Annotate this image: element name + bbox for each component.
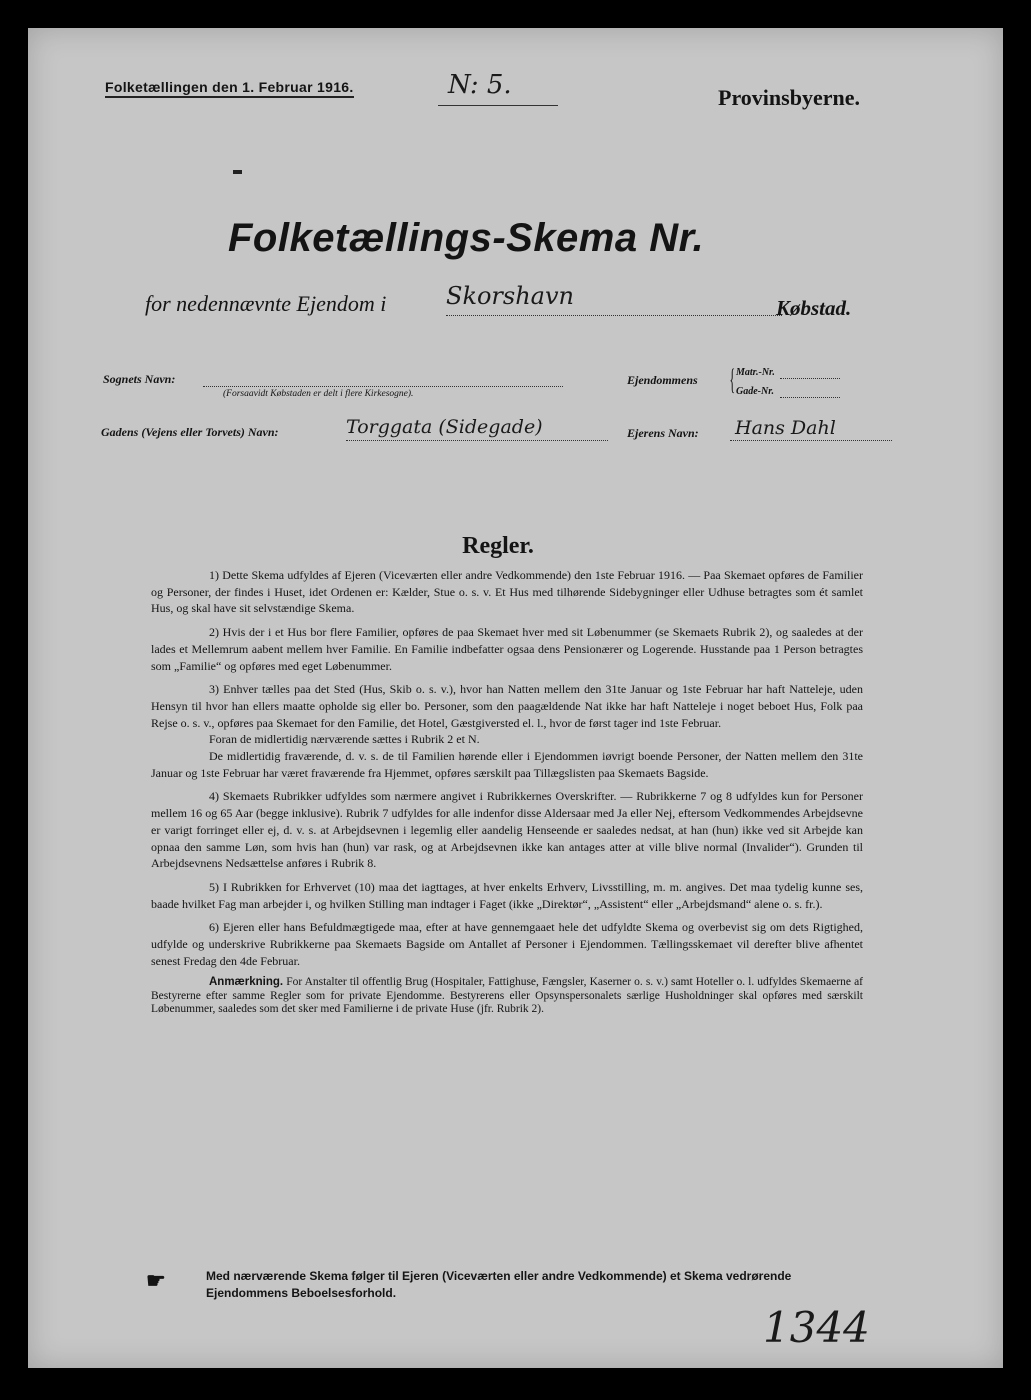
town-name-line <box>446 315 782 316</box>
handwritten-count: 1344 <box>763 1303 870 1352</box>
parish-line <box>203 386 563 387</box>
street-name-label: Gadens (Vejens eller Torvets) Navn: <box>101 425 279 439</box>
form-number-underline <box>438 105 558 106</box>
street-name-line <box>346 440 608 441</box>
rule-3-absent: De midlertidig fraværende, d. v. s. de til Familien hørende eller i Ejendommen iøvrigt boende Personer, der Natten mellem den 31te Januar og 1ste Februar har været fraværende fra Hjemmet, opføres særskilt paa Tillægslisten paa Skemaets Bagside. <box>151 749 863 780</box>
footer-notice: Med nærværende Skema følger til Ejeren (Viceværten eller andre Vedkommende) et Skema vedrørende Ejendommens Beboelsesforhold. <box>206 1269 792 1300</box>
rule-2: 2) Hvis der i et Hus bor flere Familier, opføres de paa Skemaet hver med sit Løbenummer (se Skemaets Rubrik 2), og saaledes at der lades et Mellemrum aabent mellem hver Familie. En Familie indbefatter ogsaa dens Pensionærer og Logerende. Husstande paa 1 Person betragtes som „Familie“ og opføres med eget Løbenummer. <box>151 625 863 673</box>
rules-title: Regler. <box>462 533 534 559</box>
rule-4: 4) Skemaets Rubrikker udfyldes som nærmere angivet i Rubrikkernes Overskrifter. — Rubrikkerne 7 og 8 udfyldes kun for Personer mellem 16 og 65 Aar (begge inklusive). Rubrik 7 udfyldes for alle indenfor disse Aldersaar med Ja eller Nej, eftersom Vedkommendes Arbejdsevne er varigt forringet eller ej, d. v. s. at Arbejdsevnen i legemlig eller aandelig Henseende er saaledes nedsat, at han (hun) ikke ved sit Arbejde kan opnaa den samme Løn, som hvis han (hun) var rask, og at Arbejdsevnen ikke kan antages atter at ville blive normal (Invalider“). Grunden til Arbejdsevnens Nedsættelse anføres i Rubrik 8. <box>151 789 863 871</box>
rule-3: 3) Enhver tælles paa det Sted (Hus, Skib o. s. v.), hvor han Natten mellem den 31te Januar og 1ste Februar har haft Natteleje, uden Hensyn til hvor han ellers maatte opholde sig eller bo. Personer, som den paagældende Nat ikke har haft Natteleje i noget beboet Hus, Folk paa Rejse o. s. v., opføres paa Skemaet for den Familie, det Hotel, Gæstgiversted el. l., hvor de først tager ind 1ste Februar. <box>151 682 863 730</box>
rule-6: 6) Ejeren eller hans Befuldmægtigede maa, efter at have gennemgaaet hele det udfyldte Skema og overbevist sig om dets Rigtighed, udfylde og underskrive Rubrikkerne paa Skemaets Bagside om Antallet af Personer i Ejendommen. Tællingsskemaet vil derefter blive afhentet senest Fredag den 4de Februar. <box>151 920 863 968</box>
parish-note: (Forsaavidt Købstaden er delt i flere Kirkesogne). <box>223 389 414 399</box>
census-form-page <box>28 28 1003 1368</box>
region-header: Provinsbyerne. <box>718 85 860 110</box>
brace-icon: { <box>729 363 736 396</box>
form-title: Folketællings-Skema Nr. <box>228 216 705 260</box>
owner-label: Ejerens Navn: <box>627 426 699 440</box>
street-name-handwritten: Torggata (Sidegade) <box>346 416 543 438</box>
parish-label: Sognets Navn: <box>103 372 176 386</box>
pointing-hand-icon: ☛ <box>146 1268 162 1293</box>
remark-text: For Anstalter til offentlig Brug (Hospitaler, Fattighuse, Fængsler, Kaserner o. s. v.) samt Hoteller o. l. udfyldes Skemaerne af Bestyrerne efter samme Regler som for private Ejendomme. Bestyrerens eller Opsynspersonalets særlige Husholdninger skal opføres med særskilt Løbenummer, saaledes som det sker med Familierne i de private Huse (jfr. Rubrik 2). <box>151 976 864 1016</box>
town-name-handwritten: Skorshavn <box>446 282 575 310</box>
owner-name-line <box>730 440 892 441</box>
dash-mark <box>233 170 242 174</box>
rules-body <box>151 567 863 1024</box>
owner-name-handwritten: Hans Dahl <box>735 417 836 439</box>
subtitle-suffix: Købstad. <box>776 296 852 320</box>
street-number-label: Gade-Nr. <box>736 386 775 397</box>
remark-label: Anmærkning. <box>209 976 284 989</box>
rule-5: 5) I Rubrikken for Erhvervet (10) maa det iagttages, at hver enkelts Erhverv, Livsstilling, m. m. angives. Det maa tydelig kunne ses, baade hvilket Fag man arbejder i, og hvilken Stilling man indtager i Faget (ikke „Direktør“, „Assistent“ eller „Arbejdsmand“ alene o. s. fr.). <box>151 879 863 911</box>
form-number-handwritten: N: 5. <box>448 70 512 100</box>
rule-3-present: Foran de midlertidig nærværende sættes i Rubrik 2 et N. <box>209 732 480 747</box>
rule-1: 1) Dette Skema udfyldes af Ejeren (Viceværten eller andre Vedkommende) den 1ste Februar 1916. — Paa Skemaet opføres de Familier og Personer, der findes i Huset, idet Ordenen er: Kælder, Stue o. s. v. Et Hus med tilhørende Sidebygninger eller Udhuse betragtes som ét samlet Hus, og skal have sit selvstændige Skema. <box>151 568 863 616</box>
census-date-header: Folketællingen den 1. Februar 1916. <box>105 79 354 98</box>
cadastral-number-line <box>780 378 840 379</box>
remark <box>151 976 863 1017</box>
property-label: Ejendommens <box>627 373 698 387</box>
street-number-line <box>780 397 840 398</box>
cadastral-number-label: Matr.-Nr. <box>736 367 775 378</box>
subtitle-prefix: for nedennævnte Ejendom i <box>145 291 387 316</box>
